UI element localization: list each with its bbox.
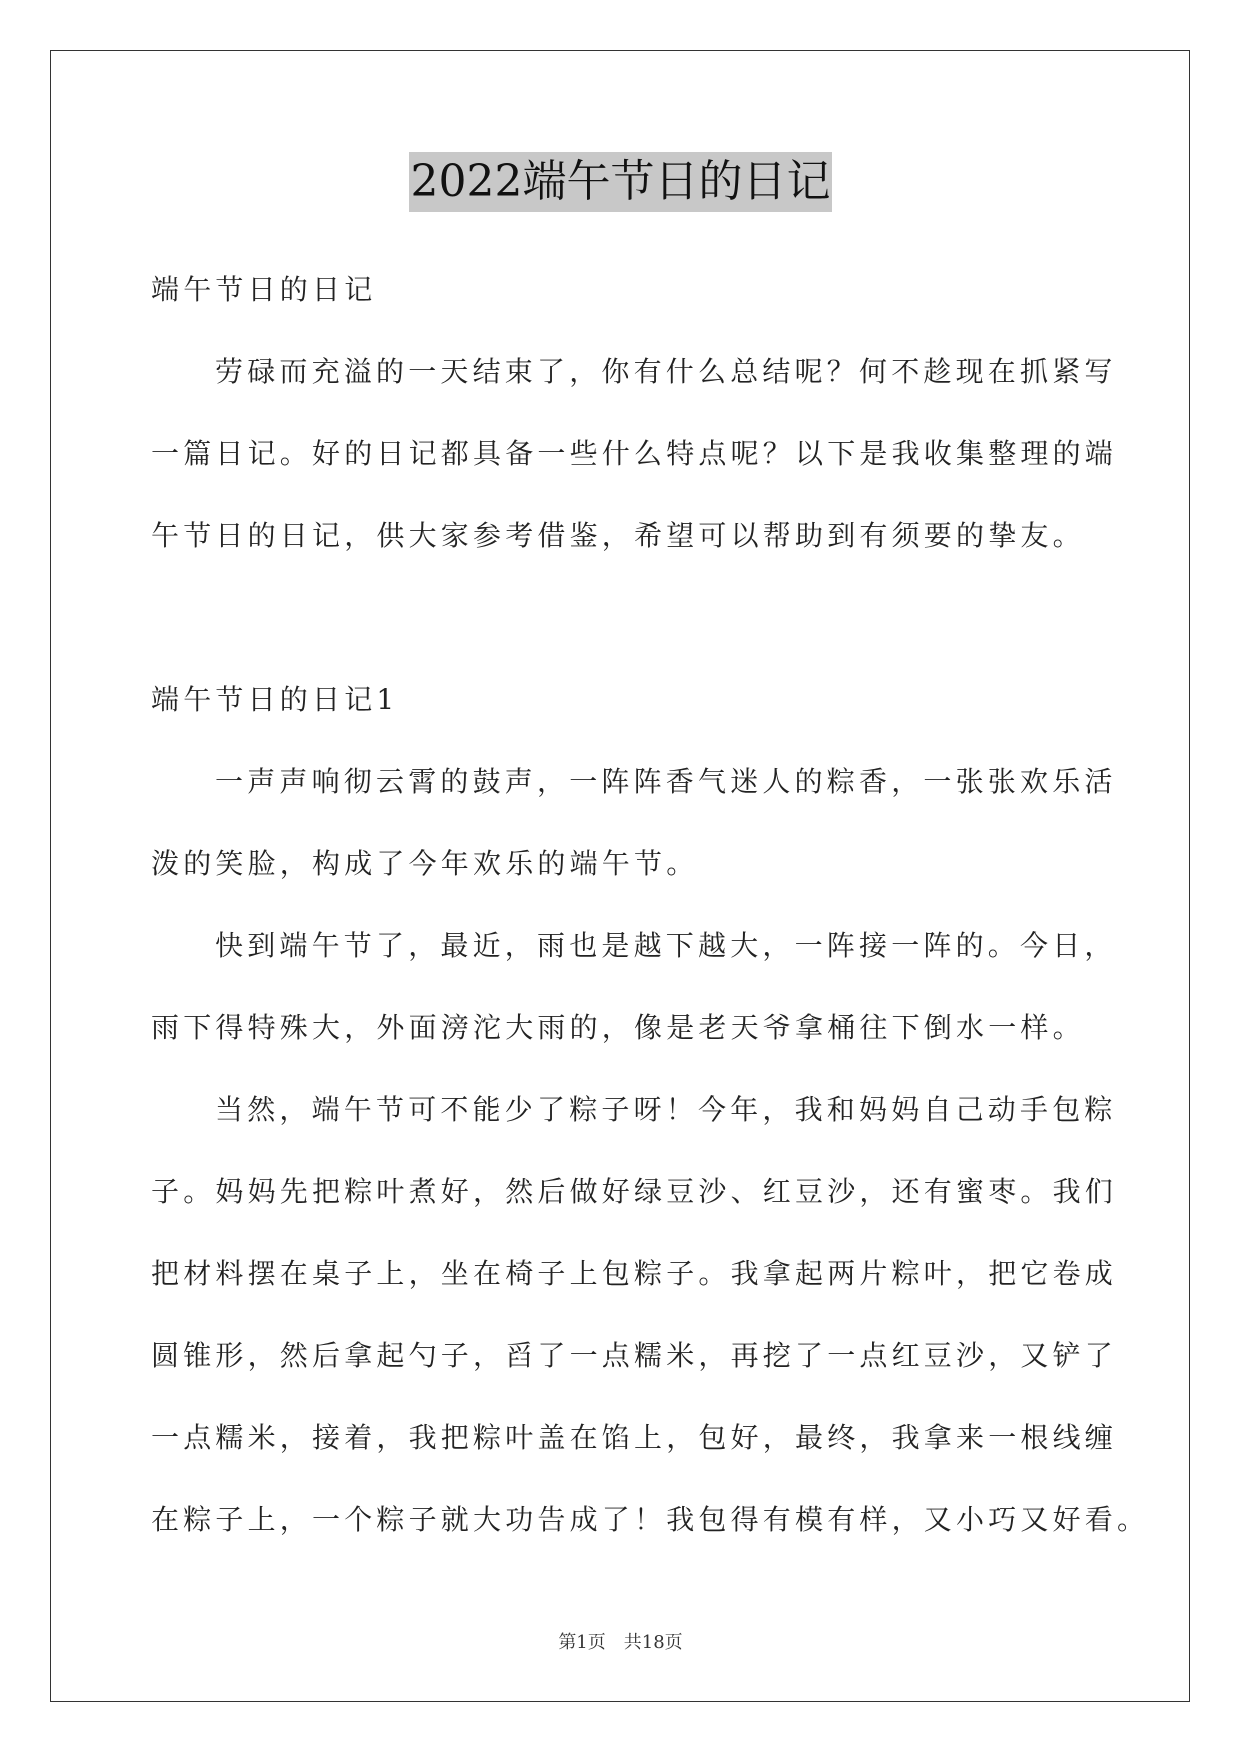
section-heading: 端午节日的日记1	[151, 683, 399, 716]
text-line: 把材料摆在桌子上，坐在椅子上包粽子。我拿起两片粽叶，把它卷成	[151, 1257, 1118, 1290]
text-line: 当然，端午节可不能少了粽子呀！今年，我和妈妈自己动手包粽	[215, 1093, 1117, 1126]
text-line: 一篇日记。好的日记都具备一些什么特点呢？以下是我收集整理的端	[151, 437, 1118, 470]
text-line: 圆锥形，然后拿起勺子，舀了一点糯米，再挖了一点红豆沙，又铲了	[151, 1339, 1118, 1372]
text-line: 在粽子上，一个粽子就大功告成了！我包得有模有样，又小巧又好看。	[151, 1503, 1150, 1536]
document-title: 2022端午节日的日记	[409, 152, 833, 212]
page-number: 第1页	[558, 1632, 606, 1653]
page-footer	[0, 1628, 1241, 1654]
blank-line	[151, 593, 1091, 675]
document-body	[151, 265, 1150, 1577]
page-total: 共18页	[623, 1632, 683, 1653]
text-line: 一声声响彻云霄的鼓声，一阵阵香气迷人的粽香，一张张欢乐活	[215, 765, 1117, 798]
text-line: 午节日的日记，供大家参考借鉴，希望可以帮助到有须要的挚友。	[151, 519, 1085, 552]
section-heading: 端午节日的日记	[151, 273, 377, 306]
text-line: 雨下得特殊大，外面滂沱大雨的，像是老天爷拿桶往下倒水一样。	[151, 1011, 1085, 1044]
text-line: 子。妈妈先把粽叶煮好，然后做好绿豆沙、红豆沙，还有蜜枣。我们	[151, 1175, 1118, 1208]
text-line: 快到端午节了，最近，雨也是越下越大，一阵接一阵的。今日，	[215, 929, 1117, 962]
text-line: 泼的笑脸，构成了今年欢乐的端午节。	[151, 847, 699, 880]
title-wrap	[0, 152, 1241, 212]
text-line: 一点糯米，接着，我把粽叶盖在馅上，包好，最终，我拿来一根线缠	[151, 1421, 1118, 1454]
text-line: 劳碌而充溢的一天结束了，你有什么总结呢？何不趁现在抓紧写	[215, 355, 1117, 388]
